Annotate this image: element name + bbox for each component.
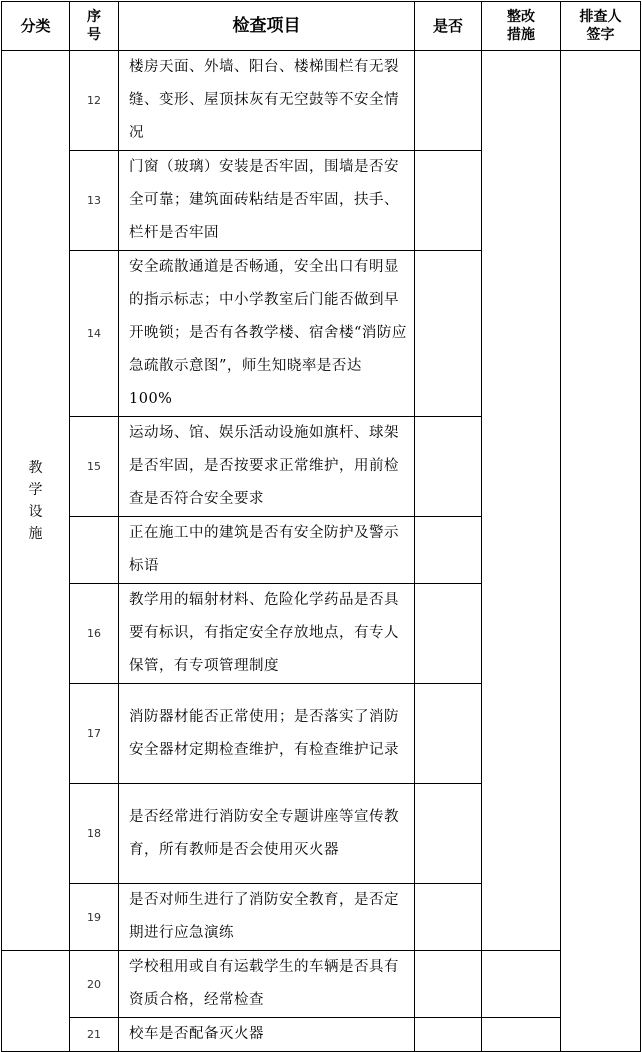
yesno-cell[interactable] [415, 151, 482, 251]
row-item: 门窗（玻璃）安装是否牢固，围墙是否安全可靠；建筑面砖粘结是否牢固，扶手、栏杆是否牢固 [119, 151, 415, 251]
header-measures-text: 整改措施 [507, 9, 535, 43]
yesno-cell[interactable] [415, 884, 482, 951]
category-cell-empty [2, 951, 70, 1052]
measures-cell[interactable] [482, 51, 561, 951]
header-inspector-text: 排查人签字 [579, 9, 622, 43]
row-seq: 14 [70, 251, 119, 417]
yesno-cell[interactable] [415, 517, 482, 584]
row-item: 是否经常进行消防安全专题讲座等宣传教育，所有教师是否会使用灭火器 [119, 784, 415, 884]
header-inspector [561, 2, 641, 51]
row-seq: 17 [70, 684, 119, 784]
yesno-cell[interactable] [415, 417, 482, 517]
category-label: 教学设施 [28, 459, 43, 542]
row-seq: 15 [70, 417, 119, 517]
yesno-cell[interactable] [415, 784, 482, 884]
row-item: 运动场、馆、娱乐活动设施如旗杆、球架是否牢固，是否按要求正常维护，用前检查是否符合安全要求 [119, 417, 415, 517]
table-row [2, 951, 641, 1018]
header-item: 检查项目 [119, 2, 415, 51]
row-item: 教学用的辐射材料、危险化学药品是否具要有标识，有指定安全存放地点，有专人保管，有专项管理制度 [119, 584, 415, 684]
header-yesno: 是否 [415, 2, 482, 51]
row-item: 校车是否配备灭火器 [119, 1018, 415, 1052]
measures-cell[interactable] [482, 951, 561, 1018]
table-row [2, 1018, 641, 1052]
row-seq: 13 [70, 151, 119, 251]
header-category: 分类 [2, 2, 70, 51]
row-seq: 21 [70, 1018, 119, 1052]
category-cell [2, 51, 70, 951]
yesno-cell[interactable] [415, 684, 482, 784]
row-item: 学校租用或自有运载学生的车辆是否具有资质合格，经常检查 [119, 951, 415, 1018]
row-seq [70, 517, 119, 584]
row-seq: 19 [70, 884, 119, 951]
yesno-cell[interactable] [415, 584, 482, 684]
yesno-cell[interactable] [415, 1018, 482, 1052]
row-item: 楼房天面、外墙、阳台、楼梯围栏有无裂缝、变形、屋顶抹灰有无空鼓等不安全情况 [119, 51, 415, 151]
measures-cell[interactable] [482, 1018, 561, 1052]
header-seq-text: 序号 [87, 9, 101, 43]
row-seq: 20 [70, 951, 119, 1018]
table-row [2, 51, 641, 151]
row-item: 消防器材能否正常使用；是否落实了消防安全器材定期检查维护，有检查维护记录 [119, 684, 415, 784]
yesno-cell[interactable] [415, 251, 482, 417]
row-item: 正在施工中的建筑是否有安全防护及警示标语 [119, 517, 415, 584]
inspector-cell[interactable] [561, 51, 641, 1052]
row-seq: 16 [70, 584, 119, 684]
header-measures [482, 2, 561, 51]
header-seq [70, 2, 119, 51]
inspection-table [1, 1, 641, 1052]
row-seq: 18 [70, 784, 119, 884]
row-item: 安全疏散通道是否畅通，安全出口有明显的指示标志；中小学教室后门能否做到早开晚锁；是否有各教学楼、宿舍楼“消防应急疏散示意图”，师生知晓率是否达 100% [119, 251, 415, 417]
row-seq: 12 [70, 51, 119, 151]
header-row [2, 2, 641, 51]
row-item: 是否对师生进行了消防安全教育，是否定期进行应急演练 [119, 884, 415, 951]
yesno-cell[interactable] [415, 951, 482, 1018]
yesno-cell[interactable] [415, 51, 482, 151]
